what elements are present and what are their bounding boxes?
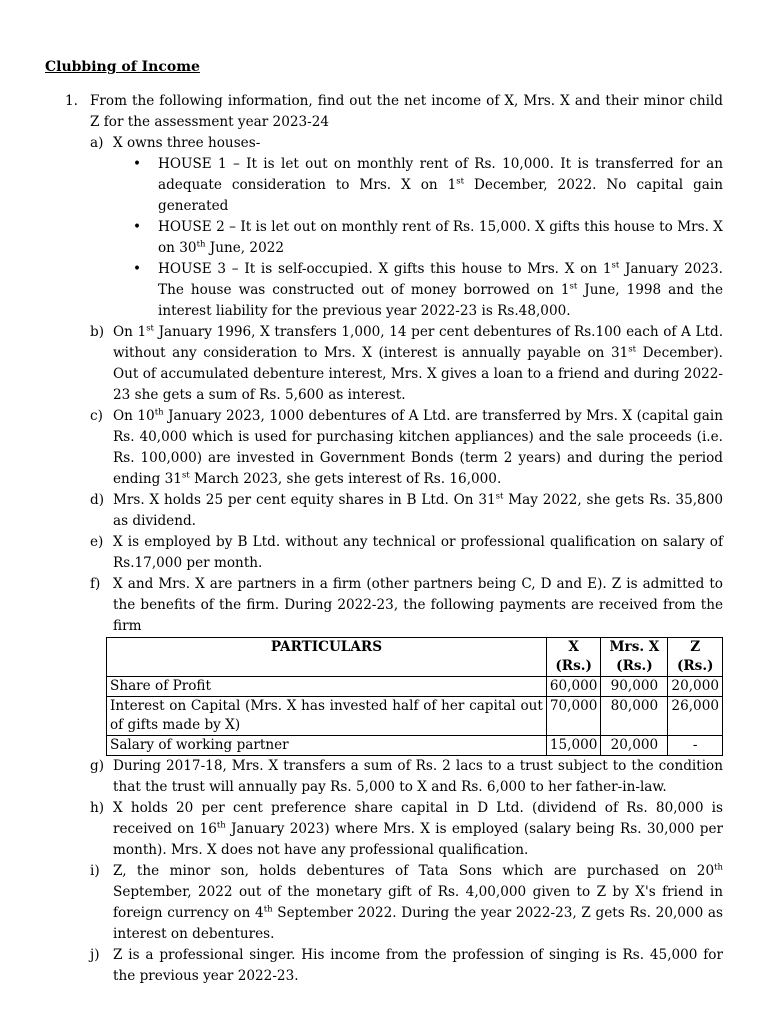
item-text: X owns three houses-	[113, 135, 261, 151]
table-cell: -	[668, 736, 723, 756]
table-cell: 90,000	[601, 677, 668, 697]
item-label: g)	[90, 758, 105, 774]
item-text: December). Out of accumulated debenture interest, Mrs. X gives a loan to a friend and during 2022-23 she gets a sum of Rs. 5,600 as interest.	[113, 345, 723, 403]
table-cell: 60,000	[546, 677, 601, 697]
item-text: During 2017-18, Mrs. X transfers a sum of Rs. 2 lacs to a trust subject to the condition that the trust will annually pay Rs. 5,000 to X and Rs. 6,000 to her father-in-law.	[113, 758, 723, 795]
item-text: Mrs. X holds 25 per cent equity shares in B Ltd. On 31	[113, 492, 496, 508]
item-text: May 2022, she gets Rs. 35,800 as dividend.	[113, 492, 723, 529]
list-item	[133, 217, 723, 259]
item-label: j)	[90, 947, 100, 963]
item-label: f)	[90, 576, 101, 592]
table-cell: 15,000	[546, 736, 601, 756]
superscript: st	[611, 260, 620, 271]
item-d	[90, 490, 723, 532]
superscript: th	[196, 239, 206, 250]
item-e	[90, 532, 723, 574]
item-text: X is employed by B Ltd. without any technical or professional qualification on salary of Rs.17,000 per month.	[113, 534, 723, 571]
item-h	[90, 798, 723, 861]
table-cell: 26,000	[668, 697, 723, 736]
item-f	[90, 574, 723, 637]
column-header-z: Z (Rs.)	[668, 638, 723, 677]
table-row	[107, 697, 723, 736]
question-text: From the following information, find out the net income of X, Mrs. X and their minor child Z for the assessment year 2023-24	[90, 93, 723, 130]
table-row	[107, 677, 723, 697]
column-header-x: X (Rs.)	[546, 638, 601, 677]
bullet-text: June, 1998 and the interest liability for the previous year 2022-23 is Rs.48,000.	[158, 282, 723, 319]
item-text: X holds 20 per cent preference share capital in D Ltd. (dividend of Rs. 80,000 is received on 16	[113, 800, 723, 837]
question-items	[90, 133, 723, 987]
table-cell: 70,000	[546, 697, 601, 736]
table-cell: 20,000	[601, 736, 668, 756]
item-i	[90, 861, 723, 945]
table-header-row	[107, 638, 723, 677]
table-row	[107, 736, 723, 756]
document-title: Clubbing of Income	[45, 59, 200, 75]
superscript: st	[569, 281, 578, 292]
superscript: st	[146, 323, 154, 334]
bullet-icon: •	[133, 261, 142, 277]
bullet-icon: •	[133, 219, 142, 235]
superscript: st	[628, 344, 637, 355]
item-text: January 1996, X transfers 1,000, 14 per cent debentures of Rs.100 each of A Ltd. without any consideration to Mrs. X (interest is annually payable on 31	[113, 324, 724, 361]
superscript: st	[495, 491, 504, 502]
firm-payments-table	[106, 637, 723, 756]
table-cell: 20,000	[668, 677, 723, 697]
bullet-text: HOUSE 3 – It is self-occupied. X gifts this house to Mrs. X on 1	[158, 261, 612, 277]
item-text: On 10	[113, 408, 155, 424]
bullet-text: June, 2022	[205, 240, 285, 256]
item-label: h)	[90, 800, 105, 816]
item-text: Z, the minor son, holds debentures of Tata Sons which are purchased on 20	[113, 863, 715, 879]
table-cell: 80,000	[601, 697, 668, 736]
item-label: b)	[90, 324, 105, 340]
item-label: c)	[90, 408, 103, 424]
bullet-icon: •	[133, 156, 142, 172]
item-label: e)	[90, 534, 104, 550]
table-cell: Share of Profit	[107, 677, 547, 697]
table-cell: Salary of working partner	[107, 736, 547, 756]
column-header-particulars: PARTICULARS	[107, 638, 547, 677]
item-j	[90, 945, 723, 987]
item-c	[90, 406, 723, 490]
item-text: January 2023) where Mrs. X is employed (salary being Rs. 30,000 per month). Mrs. X does not have any professional qualification.	[113, 821, 724, 858]
superscript: th	[714, 862, 723, 873]
column-header-mrs-x: Mrs. X (Rs.)	[601, 638, 668, 677]
item-b	[90, 322, 723, 406]
superscript: th	[263, 904, 273, 915]
item-label: a)	[90, 135, 104, 151]
item-text: September 2022. During the year 2022-23, Z gets Rs. 20,000 as interest on debentures.	[113, 905, 724, 942]
item-a	[90, 133, 723, 154]
table-cell: Interest on Capital (Mrs. X has invested half of her capital out of gifts made by X)	[107, 697, 547, 736]
superscript: th	[154, 407, 164, 418]
bullet-text: HOUSE 2 – It is let out on monthly rent of Rs. 15,000. X gifts this house to Mrs. X on 30	[158, 219, 723, 256]
bullet-text: HOUSE 1 – It is let out on monthly rent of Rs. 10,000. It is transferred for an adequate consideration to Mrs. X on 1	[158, 156, 723, 193]
superscript: st	[456, 176, 465, 187]
superscript: th	[216, 820, 226, 831]
item-g	[90, 756, 723, 798]
question-number: 1.	[65, 93, 78, 109]
item-label: i)	[90, 863, 100, 879]
house-list	[90, 154, 723, 322]
superscript: st	[181, 470, 190, 481]
bullet-text: December, 2022. No capital gain generated	[158, 177, 723, 214]
item-text: September, 2022 out of the monetary gift of Rs. 4,00,000 given to Z by X's friend in foreign currency on 4	[113, 884, 723, 921]
item-text: January 2023, 1000 debentures of A Ltd. are transferred by Mrs. X (capital gain Rs. 40,000 which is used for purchasing kitchen appliances) and the sale proceeds (i.e. Rs. 100,000) are invested in Government Bonds (term 2 years) and during the period ending 31	[113, 408, 723, 487]
item-text: On 1	[113, 324, 147, 340]
item-text: Z is a professional singer. His income from the profession of singing is Rs. 45,000 for the previous year 2022-23.	[113, 947, 723, 984]
bullet-text: January 2023. The house was constructed out of money borrowed on 1	[158, 261, 724, 298]
item-text: March 2023, she gets interest of Rs. 16,000.	[189, 471, 502, 487]
list-item	[133, 154, 723, 217]
item-text: X and Mrs. X are partners in a firm (other partners being C, D and E). Z is admitted to the benefits of the firm. During 2022-23, the following payments are received from the firm	[113, 576, 723, 634]
question-1	[65, 91, 723, 133]
list-item	[133, 259, 723, 322]
item-label: d)	[90, 492, 105, 508]
